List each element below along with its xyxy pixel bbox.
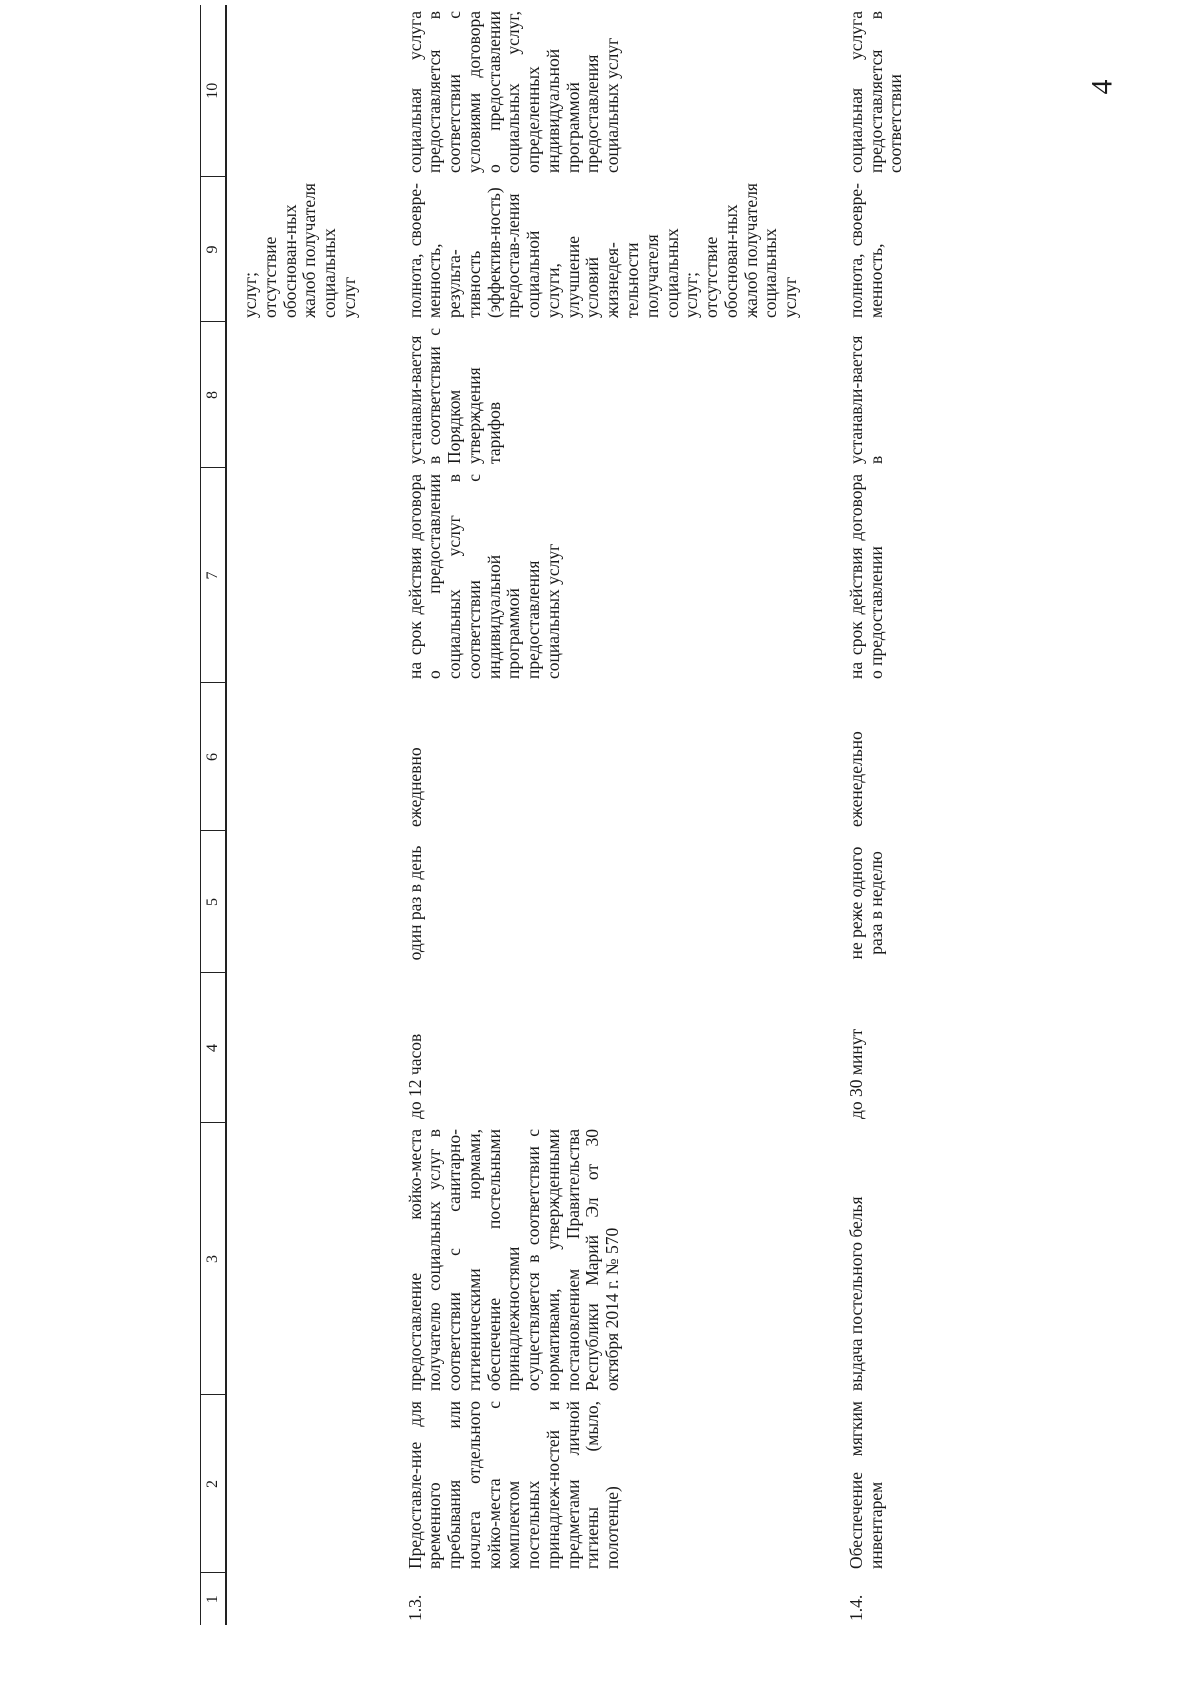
service-quality: полнота, своевре-менность, (845, 183, 886, 318)
service-frequency: не реже одного раза в неделю (845, 846, 886, 960)
header-col-6: 6 (201, 683, 227, 831)
page-number: 4 (1085, 79, 1119, 95)
header-row (201, 5, 227, 1625)
service-frequency: один раз в день (404, 845, 425, 961)
continuation-row (226, 5, 360, 1625)
header-col-4: 4 (201, 973, 227, 1123)
table-sheet (200, 5, 1120, 1625)
service-term: на срок действия договора о предоставлении (845, 474, 886, 679)
header-col-2: 2 (201, 1395, 227, 1573)
service-periodicity: еженедельно (845, 731, 866, 827)
header-col-1: 1 (201, 1573, 227, 1625)
row-number: 1.3. (404, 1594, 425, 1621)
row-number: 1.4. (845, 1594, 866, 1621)
service-conditions: социальная услуга предоставляется в соответствии с условиями договора о предоставлении социальных услуг, определенных индивидуальной программой предоставления социальных услуг (404, 11, 623, 173)
service-name: Предоставле-ние для временного пребывания или ночлега отдельного койко-места с комплектом постельных принадлеж-ностей и предметами личной гигиены (мыло, полотенце) (404, 1401, 623, 1569)
header-col-10: 10 (201, 5, 227, 177)
service-tariff: устанавли-вается в соответствии с Порядком утверждения тарифов (404, 328, 504, 464)
header-col-9: 9 (201, 177, 227, 322)
header-col-8: 8 (201, 322, 227, 468)
service-name: Обеспечение мягким инвентарем (845, 1401, 886, 1569)
service-description: предоставление койко-места получателю социальных услуг в соответствии с санитарно-гигиеническими нормами, обеспечение постельными принадлежностями осуществляется в соответствии с нормативами, утвержденными постановлением Правительства Республики Марий Эл от 30 октября 2014 г. № 570 (404, 1129, 623, 1391)
service-quality: полнота, своевре-менность, результа-тивность (эффектив-ность) предостав-ления социальной услуги, улучшение условий жизнедея-тельности получателя социальных услуг; отсутствие обоснован-ных жалоб получателя социальных услуг (404, 183, 801, 318)
service-periodicity: ежедневно (404, 747, 425, 827)
service-description: выдача постельного белья (845, 1196, 866, 1391)
table-row (847, 5, 906, 1625)
services-table (200, 5, 906, 1625)
header-col-5: 5 (201, 831, 227, 973)
table-row (406, 5, 801, 1625)
service-term: на срок действия договора о предоставлении социальных услуг в соответствии с индивидуальной программой предоставления социальных услуг (404, 474, 563, 679)
header-col-7: 7 (201, 468, 227, 683)
service-conditions: социальная услуга предоставляется в соответствии (845, 11, 906, 173)
header-col-3: 3 (201, 1123, 227, 1395)
continuation-quality: услуг; отсутствие обоснован-ных жалоб получателя социальных услуг (240, 183, 359, 318)
service-tariff: устанавли-вается в (845, 335, 886, 464)
service-duration: до 30 минут (845, 1028, 866, 1119)
service-duration: до 12 часов (404, 1033, 425, 1119)
